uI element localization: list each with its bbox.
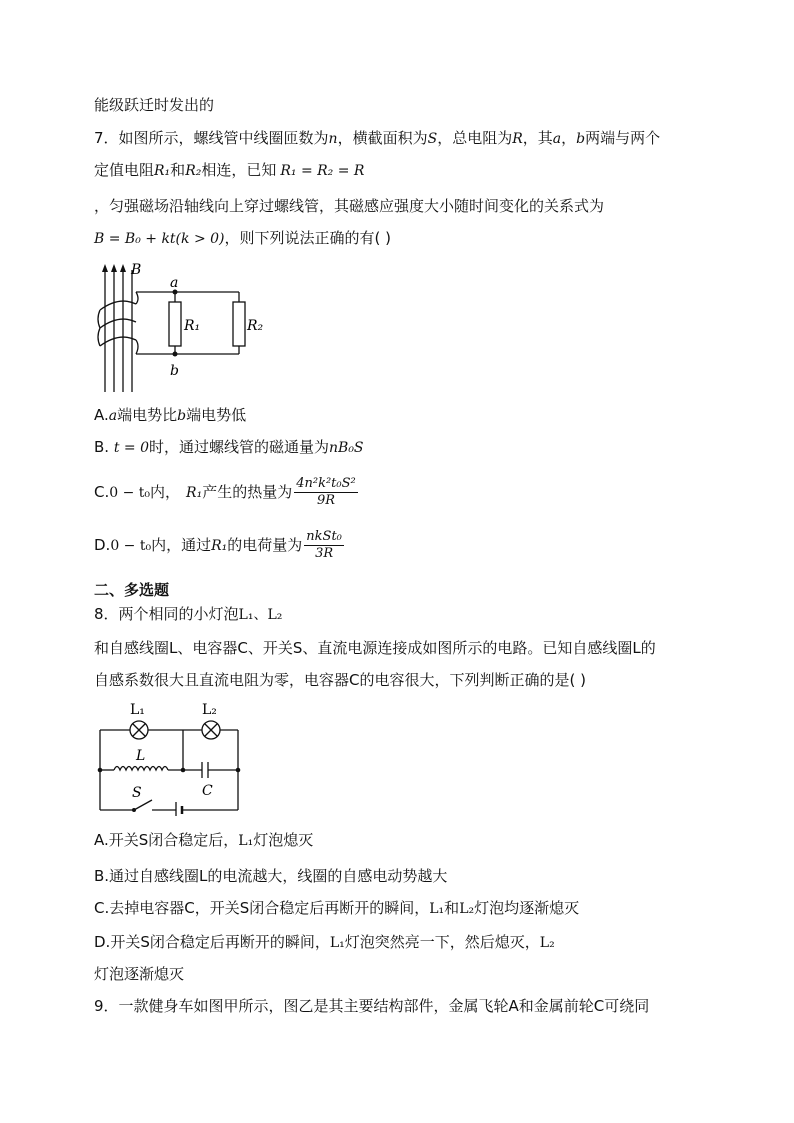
q8-option-d bbox=[94, 932, 555, 953]
text: 定值电阻 bbox=[94, 161, 155, 179]
q7-option-b bbox=[94, 437, 364, 458]
text: 相连，已知 bbox=[201, 161, 277, 179]
var-b: b bbox=[576, 131, 586, 147]
var-R2: R₂ bbox=[185, 163, 202, 179]
text: 灯泡熄灭 bbox=[253, 831, 314, 849]
coil-back bbox=[98, 310, 100, 346]
arrowhead bbox=[111, 264, 117, 272]
text: ，其 bbox=[522, 129, 553, 147]
lamp-label: L₂ bbox=[539, 935, 555, 951]
label-C: C bbox=[202, 783, 213, 799]
text: 8．两个相同的小灯泡 bbox=[94, 605, 239, 623]
text: ， bbox=[561, 129, 577, 147]
question-7-line3: ，匀强磁场沿轴线向上穿过螺线管，其磁感应强度大小随时间变化的关系式为 bbox=[94, 197, 605, 215]
question-8-line3: 自感系数很大且直流电阻为零，电容器C的电容很大，下列判断正确的是( ) bbox=[94, 671, 586, 689]
question-9-stem: 9．一款健身车如图甲所示，图乙是其主要结构部件，金属飞轮A和金属前轮C可绕同 bbox=[94, 997, 650, 1015]
junction-dot bbox=[98, 768, 103, 773]
var-n: n bbox=[328, 131, 338, 147]
var-S: S bbox=[427, 131, 438, 147]
text: ，总电阻为 bbox=[437, 129, 513, 147]
numerator: 4n²k²t₀S² bbox=[296, 476, 356, 491]
question-7-line2 bbox=[94, 160, 364, 181]
text: 端电势比 bbox=[117, 406, 178, 424]
label-b: b bbox=[170, 363, 179, 379]
text: 灯泡均逐渐熄灭 bbox=[474, 899, 580, 917]
label-L: L bbox=[136, 748, 146, 764]
q8-option-c bbox=[94, 898, 579, 919]
text: 7．如图所示，螺线管中线圈匝数为 bbox=[94, 129, 329, 147]
text: ，横截面积为 bbox=[337, 129, 428, 147]
text: 和 bbox=[444, 899, 460, 917]
label-a: a bbox=[170, 275, 179, 291]
q7-option-a bbox=[94, 405, 246, 426]
inductor-coil bbox=[114, 767, 168, 771]
switch-contact bbox=[132, 808, 136, 812]
q7-option-d bbox=[94, 525, 344, 566]
label-R2: R₂ bbox=[247, 318, 264, 334]
question-8-line2: 和自感线圈L、电容器C、开关S、直流电源连接成如图所示的电路。已知自感线圈L的 bbox=[94, 639, 656, 657]
lc-circuit-diagram bbox=[92, 696, 252, 816]
junction-dot bbox=[173, 352, 178, 357]
q8-option-d-cont: 灯泡逐渐熄灭 bbox=[94, 965, 185, 983]
equation: nB₀S bbox=[329, 440, 364, 456]
denominator: 9R bbox=[316, 493, 335, 508]
text: 的电荷量为 bbox=[227, 536, 303, 554]
coil-lead bbox=[136, 340, 138, 354]
text: 两端与两个 bbox=[585, 129, 661, 147]
text: 产生的热量为 bbox=[202, 483, 293, 501]
numerator: nkSt₀ bbox=[306, 529, 342, 544]
coil-lead bbox=[136, 292, 138, 304]
label-R1: R₁ bbox=[184, 318, 201, 334]
equation: 0 − t₀ bbox=[110, 538, 152, 554]
text-line: 能级跃迁时发出的 bbox=[94, 96, 215, 114]
junction-dot bbox=[181, 768, 186, 773]
q8-option-a bbox=[94, 830, 313, 851]
question-7-line4 bbox=[94, 228, 391, 249]
var-R1: R₁ bbox=[186, 485, 203, 501]
q8-option-b: B.通过自感线圈L的电流越大，线圈的自感电动势越大 bbox=[94, 867, 448, 885]
text: A. bbox=[94, 406, 109, 424]
label-L2: L₂ bbox=[202, 702, 217, 718]
fraction bbox=[304, 529, 344, 562]
section-heading: 二、多选题 bbox=[94, 581, 170, 599]
arrowhead bbox=[102, 264, 108, 272]
junction-dot bbox=[236, 768, 241, 773]
var-R: R bbox=[512, 131, 523, 147]
solenoid-circuit-diagram bbox=[92, 258, 282, 398]
lamp-label: L₁ bbox=[429, 901, 445, 917]
var-b: b bbox=[177, 408, 187, 424]
text: 灯泡突然亮一下，然后熄灭， bbox=[344, 933, 540, 951]
text: 内，通过 bbox=[151, 536, 212, 554]
text: 和 bbox=[170, 161, 186, 179]
lamp-label: L₁ bbox=[329, 935, 345, 951]
question-8-stem bbox=[94, 604, 282, 625]
resistor-r2 bbox=[233, 302, 245, 346]
text: 内， bbox=[150, 483, 181, 501]
text: D. bbox=[94, 536, 111, 554]
var-R1: R₁ bbox=[154, 163, 171, 179]
var-a: a bbox=[108, 408, 118, 424]
fraction bbox=[294, 476, 358, 509]
text: D.开关S闭合稳定后再断开的瞬间， bbox=[94, 933, 330, 951]
q7-option-c bbox=[94, 472, 358, 513]
text: A.开关S闭合稳定后， bbox=[94, 831, 239, 849]
switch-blade bbox=[134, 800, 152, 810]
resistor-r1 bbox=[169, 302, 181, 346]
label-L1: L₁ bbox=[130, 702, 145, 718]
equation: t = 0 bbox=[113, 440, 149, 456]
var-a: a bbox=[552, 131, 562, 147]
question-7-stem bbox=[94, 128, 660, 149]
text: ，则下列说法正确的有( ) bbox=[224, 229, 391, 247]
equation: B = B₀ + kt(k > 0) bbox=[94, 231, 225, 247]
lamp-label: L₁ bbox=[238, 833, 254, 849]
arrowhead bbox=[120, 264, 126, 272]
text: 端电势低 bbox=[186, 406, 247, 424]
label-S: S bbox=[132, 785, 142, 801]
text: C. bbox=[94, 483, 110, 501]
equation: 0 − t₀ bbox=[109, 485, 151, 501]
lamp-label: L₂ bbox=[459, 901, 475, 917]
text: C.去掉电容器C，开关S闭合稳定后再断开的瞬间， bbox=[94, 899, 430, 917]
equation: R₁ = R₂ = R bbox=[280, 163, 365, 179]
text: B. bbox=[94, 438, 114, 456]
lamp-labels: L₁、L₂ bbox=[238, 607, 283, 623]
denominator: 3R bbox=[315, 546, 334, 561]
label-B: B bbox=[131, 262, 142, 278]
var-R1: R₁ bbox=[211, 538, 228, 554]
text: 时，通过螺线管的磁通量为 bbox=[149, 438, 330, 456]
